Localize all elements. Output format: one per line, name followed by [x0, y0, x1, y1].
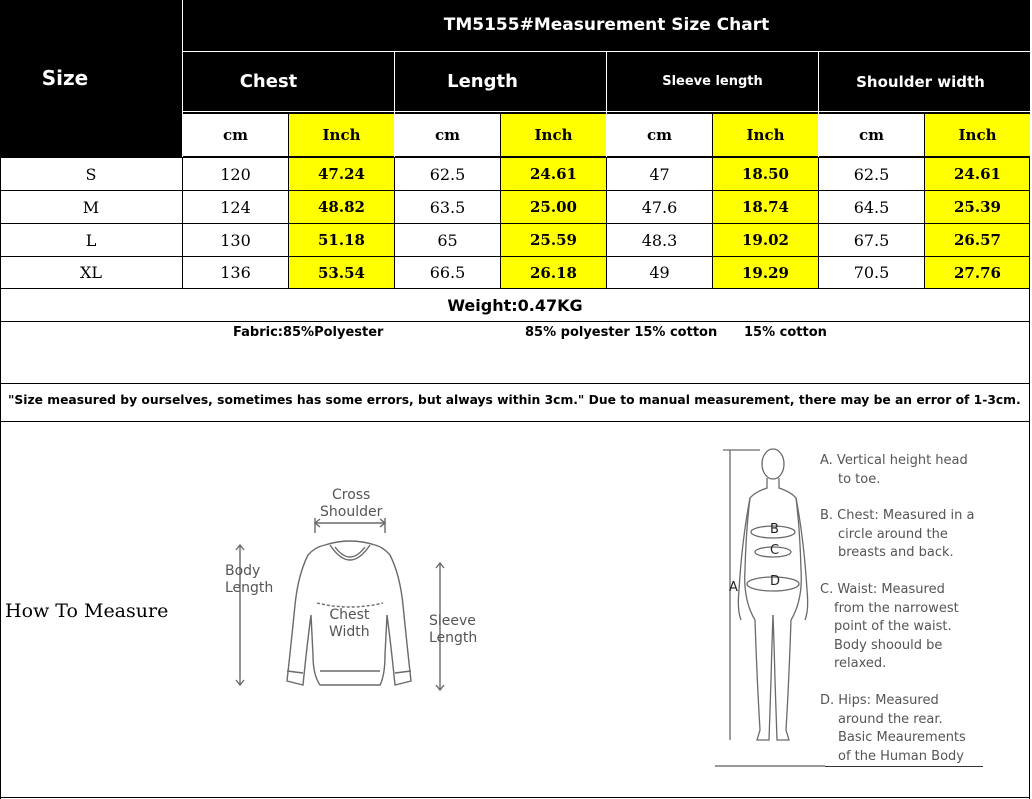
- note-line: around the rear.: [838, 711, 943, 727]
- human-figure-icon: [715, 440, 825, 770]
- note-line: Body shoould be: [834, 637, 943, 653]
- note-line: breasts and back.: [838, 545, 954, 560]
- table-cell: 66.5: [429, 263, 466, 282]
- table-cell: 51.18: [318, 231, 365, 249]
- table-cell: 26.18: [530, 263, 577, 282]
- note-line: relaxed.: [834, 656, 887, 671]
- sweater-diagram: [225, 485, 485, 695]
- table-cell: 24.61: [530, 165, 577, 183]
- fabric-cotton: 15% cotton: [744, 325, 827, 340]
- disclaimer-text: "Size measured by ourselves, sometimes has some errors, but always within 3cm." Due to manual measurement, there may be an error of 1-3cm.: [8, 393, 1021, 407]
- table-cell: 25.39: [954, 198, 1001, 216]
- group-header-length: Length: [447, 71, 518, 92]
- letter-c-label: C: [770, 543, 780, 558]
- table-cell: 18.50: [742, 165, 789, 183]
- unit-header-cm: cm: [607, 114, 712, 156]
- cross-shoulder-line: Cross: [331, 487, 371, 503]
- group-header-chest: Chest: [239, 71, 298, 92]
- fabric-composition: 85% polyester 15% cotton: [525, 325, 718, 340]
- note-line: to toe.: [838, 471, 881, 487]
- chest-width-line: Width: [329, 624, 370, 640]
- note-c: [820, 581, 959, 674]
- table-cell: 48.82: [318, 198, 365, 216]
- figure-baseline: [825, 766, 983, 767]
- row-divider: [0, 421, 1030, 422]
- table-cell: 24.61: [954, 165, 1001, 183]
- size-cell: S: [85, 164, 97, 184]
- note-line: B. Chest: Measured in a: [820, 508, 975, 523]
- table-cell: 136: [220, 263, 251, 282]
- table-cell: 124: [220, 197, 251, 217]
- note-line: Basic Meaurements: [838, 730, 966, 745]
- sleeve-length-line: Length: [429, 630, 478, 646]
- row-divider: [0, 383, 1030, 384]
- group-header-sleeve-length: Sleeve length: [662, 74, 763, 89]
- size-cell: XL: [79, 263, 102, 282]
- table-border-bottom: [0, 797, 1030, 798]
- table-cell: 47.24: [318, 165, 365, 183]
- note-line: D. Hips: Measured: [820, 693, 939, 708]
- unit-header-inch: Inch: [501, 114, 606, 156]
- body-figure-diagram: [715, 440, 825, 770]
- size-cell: M: [82, 197, 100, 217]
- note-d: [820, 692, 966, 766]
- weight-label: Weight:0.47KG: [447, 295, 583, 315]
- table-cell: 47.6: [641, 197, 678, 217]
- unit-header-inch: Inch: [713, 114, 818, 156]
- size-cell: L: [85, 230, 97, 250]
- note-line: of the Human Body: [838, 748, 964, 764]
- sleeve-length-line: Sleeve: [429, 613, 476, 629]
- group-header-shoulder-width: Shoulder width: [856, 72, 985, 91]
- table-cell: 25.00: [530, 198, 577, 216]
- table-cell: 67.5: [853, 230, 890, 250]
- table-cell: 26.57: [954, 231, 1001, 249]
- table-cell: 70.5: [853, 263, 890, 282]
- table-cell: 65: [437, 230, 458, 250]
- table-cell: 130: [220, 230, 251, 250]
- unit-header-inch: Inch: [925, 114, 1030, 156]
- unit-header-cm: cm: [183, 114, 288, 156]
- table-cell: 25.59: [530, 231, 577, 249]
- note-line: from the narrowest: [834, 600, 959, 616]
- row-divider: [0, 321, 1030, 322]
- table-cell: 48.3: [641, 230, 678, 250]
- table-cell: 62.5: [853, 164, 890, 184]
- table-cell: 63.5: [429, 197, 466, 217]
- cross-shoulder-line: Shoulder: [320, 504, 383, 520]
- unit-header-inch: Inch: [289, 114, 394, 156]
- table-cell: 18.74: [742, 198, 789, 216]
- letter-b-label: B: [770, 522, 779, 537]
- body-length-line: Body: [225, 563, 261, 579]
- note-a: [820, 452, 968, 489]
- table-cell: 19.02: [742, 231, 789, 249]
- note-line: A. Vertical height head: [820, 453, 968, 468]
- letter-d-label: D: [770, 574, 781, 589]
- table-cell: 19.29: [742, 263, 789, 282]
- note-b: [820, 507, 974, 563]
- note-line: circle around the: [838, 526, 948, 542]
- note-line: point of the waist.: [834, 619, 952, 634]
- fabric-label: Fabric:85%Polyester: [233, 325, 384, 340]
- unit-header-cm: cm: [819, 114, 924, 156]
- chest-width-label: [329, 607, 370, 641]
- table-cell: 27.76: [954, 263, 1001, 282]
- body-length-line: Length: [225, 580, 274, 596]
- size-header-label: Size: [41, 66, 89, 90]
- table-cell: 49: [649, 263, 670, 282]
- unit-header-cm: cm: [395, 114, 500, 156]
- table-cell: 120: [220, 164, 251, 184]
- table-cell: 62.5: [429, 164, 466, 184]
- table-cell: 47: [649, 164, 670, 184]
- table-cell: 64.5: [853, 197, 890, 217]
- body-length-label: [225, 563, 273, 597]
- table-title: TM5155#Measurement Size Chart: [443, 15, 770, 35]
- note-line: C. Waist: Measured: [820, 582, 945, 597]
- table-cell: 53.54: [318, 263, 365, 282]
- how-to-measure-label: How To Measure: [5, 600, 169, 622]
- chest-width-line: Chest: [329, 607, 370, 623]
- letter-a-label: A: [729, 580, 738, 595]
- sleeve-length-label: [429, 613, 477, 647]
- cross-shoulder-label: [320, 487, 382, 521]
